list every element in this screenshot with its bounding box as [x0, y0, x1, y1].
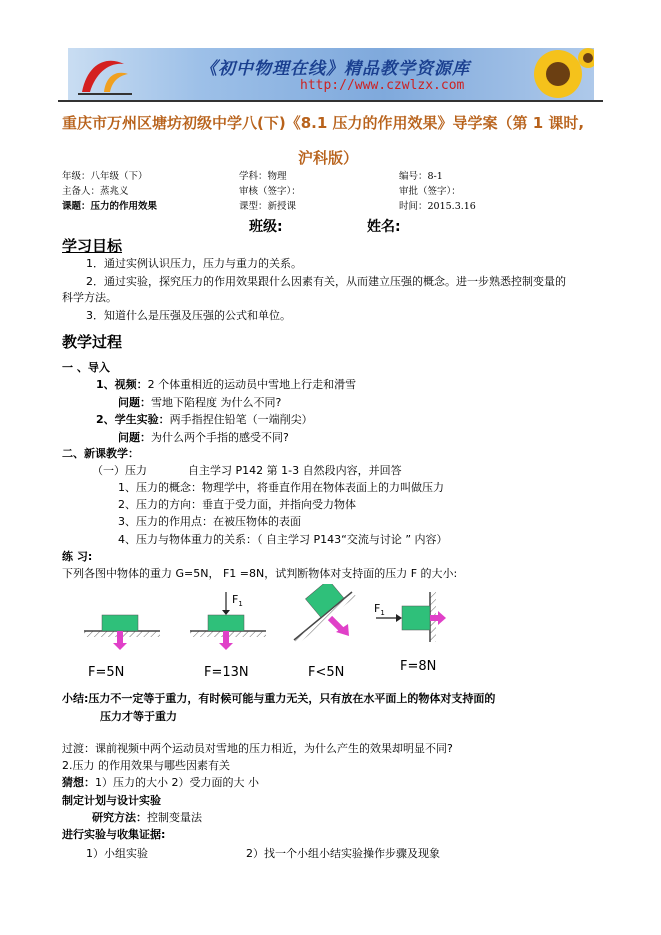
concept-point: 4、压力与物体重力的关系：（ 自主学习 P143“交流与讨论 ” 内容）	[118, 533, 448, 546]
figure-4	[374, 592, 446, 642]
force-figures	[62, 584, 502, 686]
logo-icon	[74, 52, 134, 96]
step-2: 2）找一个小组小结实验操作步骤及现象	[246, 847, 440, 860]
summary-label: 小结:	[62, 692, 89, 705]
force-arrow-icon	[219, 643, 233, 650]
meta-approver: 审批（签字）：	[399, 186, 461, 197]
process-heading: 教学过程	[62, 333, 123, 351]
concept-point: 3、压力的作用点：在被压物体的表面	[118, 515, 301, 528]
transition-text: 过渡：课前视频中两个运动员对雪地的压力相近，为什么产生的效果却明显不同?	[62, 742, 453, 755]
figure-3	[294, 584, 356, 644]
experiment-label: 2、学生实验：	[96, 413, 170, 426]
meta-reviewer: 审核（签字）：	[239, 186, 301, 197]
concept-point: 2、压力的方向：垂直于受力面，并指向受力物体	[118, 498, 356, 511]
doc-title-line1: 重庆市万州区塘坊初级中学八(下)《8.1 压力的作用效果》导学案（第 1 课时,	[62, 114, 585, 132]
video-text: 2 个体重相近的运动员中雪地上行走和滑雪	[147, 378, 357, 391]
header-rule	[58, 100, 603, 102]
part1-label: （一）压力	[92, 464, 147, 477]
meta-subject: 学科：物理	[239, 171, 287, 182]
figure-4-label: F=8N	[400, 659, 437, 674]
block	[102, 615, 138, 631]
banner-title: 《初中物理在线》精品教学资源库	[200, 59, 470, 79]
meta-topic: 课题：压力的作用效果	[62, 201, 158, 212]
concept-point: 1、压力的概念：物理学中，将垂直作用在物体表面上的力叫做压力	[118, 481, 444, 494]
meta-type: 课型：新授课	[239, 201, 297, 212]
meta-date: 时间：2015.3.16	[399, 201, 476, 212]
experiment-text: 两手指捏住铅笔（一端削尖）	[169, 413, 313, 426]
doc-title-line2: 沪科版）	[298, 149, 359, 167]
goal-item: 1．通过实例认识压力，压力与重力的关系。	[86, 257, 302, 270]
goal-item: 3．知道什么是压强及压强的公式和单位。	[86, 309, 291, 322]
f1-label: $F_1$	[374, 602, 385, 617]
figure-1	[84, 615, 160, 650]
figure-2	[190, 592, 266, 650]
guess-text: 1）压力的大小 2）受力面的大 小	[95, 776, 259, 789]
method-label: 研究方法：	[92, 811, 147, 824]
header-banner	[68, 48, 594, 100]
step-1: 1）小组实验	[86, 847, 148, 860]
practice-heading: 练 习:	[62, 550, 93, 563]
summary-line1: 压力不一定等于重力，有时候可能与重力无关，只有放在水平面上的物体对支持面的	[88, 692, 496, 705]
method-text: 控制变量法	[147, 811, 202, 824]
figure-3-label: F<5N	[308, 665, 345, 680]
guess-label: 猜想：	[62, 776, 95, 789]
sunflower-icon	[514, 48, 594, 100]
class-label: 班级:	[249, 219, 283, 235]
new-lesson-heading: 二、新课教学：	[62, 447, 139, 460]
f1-label: $F_1$	[232, 593, 243, 608]
meta-grade: 年级：八年级（下）	[62, 171, 148, 182]
name-label: 姓名:	[367, 219, 401, 235]
evidence-heading: 进行实验与收集证据:	[62, 828, 166, 841]
video-label: 1、视频：	[96, 378, 148, 391]
force-arrow-icon	[438, 611, 446, 625]
force-arrow-icon	[113, 643, 127, 650]
practice-text: 下列各图中物体的重力 G=5N， F1 =8N，试判断物体对支持面的压力 F 的大小:	[62, 567, 458, 580]
goal-item: 2．通过实验，探究压力的作用效果跟什么因素有关，从而建立压强的概念。进一步熟悉控制变量的	[86, 275, 566, 288]
figure-1-label: F=5N	[88, 665, 125, 680]
question-1: 雪地下陷程度 为什么不同?	[151, 396, 282, 409]
banner-url[interactable]: http://www.czwlzx.com	[300, 78, 465, 93]
question-2: 为什么两个手指的感受不同?	[151, 431, 289, 444]
part1-task: 自主学习 P142 第 1-3 自然段内容，并回答	[188, 464, 402, 477]
question-label: 问题：	[118, 431, 151, 444]
intro-heading: 一 、导入	[62, 361, 110, 374]
force-f1-arrow-icon	[222, 610, 230, 615]
force-f1-arrow-icon	[396, 614, 402, 622]
meta-number: 编号：8-1	[399, 171, 443, 182]
meta-author: 主备人：蒸兆义	[62, 186, 129, 197]
part2-heading: 2.压力 的作用效果与哪些因素有关	[62, 759, 230, 772]
goal-item: 科学方法。	[62, 291, 117, 304]
plan-heading: 制定计划与设计实验	[62, 794, 161, 807]
figure-2-label: F=13N	[204, 665, 249, 680]
question-label: 问题：	[118, 396, 151, 409]
goals-heading: 学习目标	[62, 237, 123, 255]
summary-line2: 压力才等于重力	[100, 710, 177, 723]
